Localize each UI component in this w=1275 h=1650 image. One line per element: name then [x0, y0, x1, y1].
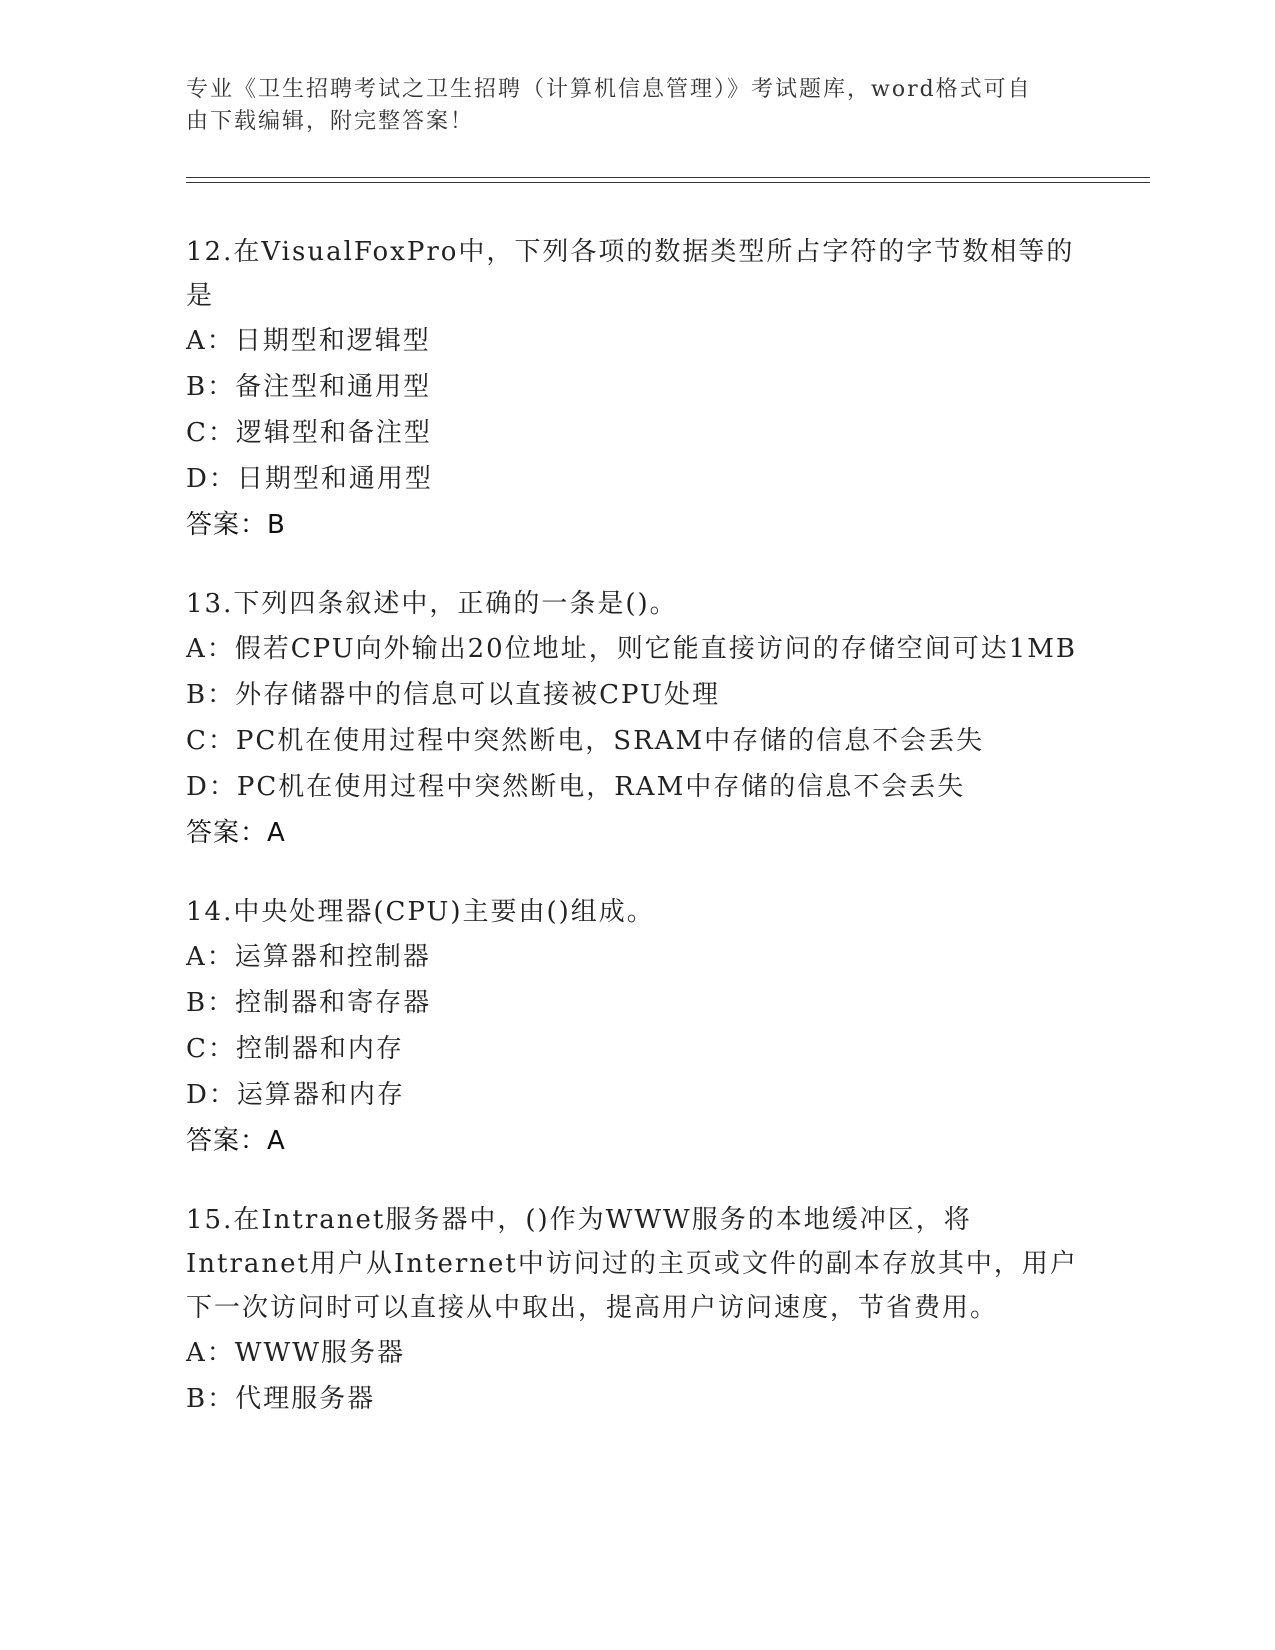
question-12 — [186, 230, 1086, 548]
option-c: C：逻辑型和备注型 — [186, 418, 432, 448]
document-header — [186, 74, 1066, 138]
option-b: B：控制器和寄存器 — [186, 988, 432, 1018]
question-13 — [186, 582, 1086, 856]
question-text: 13.下列四条叙述中，正确的一条是()。 — [186, 589, 678, 619]
question-15 — [186, 1198, 1086, 1422]
header-divider-top — [186, 177, 1150, 178]
header-divider-bottom — [186, 182, 1150, 183]
option-b: B：备注型和通用型 — [186, 372, 432, 402]
answer-line: 答案：A — [186, 818, 286, 848]
option-d: D：PC机在使用过程中突然断电，RAM中存储的信息不会丢失 — [186, 772, 966, 802]
option-a: A：假若CPU向外输出20位地址，则它能直接访问的存储空间可达1MB — [186, 634, 1077, 664]
question-text: 15.在Intranet服务器中，()作为WWW服务的本地缓冲区，将Intranet用户从Internet中访问过的主页或文件的副本存放其中，用户下一次访问时可以直接从中取出，提高用户访问速度，节省费用。 — [186, 1205, 1078, 1323]
option-c: C：PC机在使用过程中突然断电，SRAM中存储的信息不会丢失 — [186, 726, 985, 756]
answer-line: 答案：A — [186, 1126, 286, 1156]
option-a: A：日期型和逻辑型 — [186, 326, 431, 356]
option-d: D：日期型和通用型 — [186, 464, 433, 494]
option-a: A：WWW服务器 — [186, 1338, 405, 1368]
header-line-1: 专业《卫生招聘考试之卫生招聘（计算机信息管理）》考试题库，word格式可自 — [186, 77, 1032, 102]
question-text: 12.在VisualFoxPro中，下列各项的数据类型所占字符的字节数相等的是 — [186, 237, 1075, 311]
header-line-2: 由下载编辑，附完整答案！ — [186, 109, 475, 134]
option-a: A：运算器和控制器 — [186, 942, 431, 972]
option-d: D：运算器和内存 — [186, 1080, 405, 1110]
option-b: B：外存储器中的信息可以直接被CPU处理 — [186, 680, 720, 710]
answer-line: 答案：B — [186, 510, 286, 540]
question-list — [186, 230, 1086, 1456]
question-14 — [186, 890, 1086, 1164]
option-c: C：控制器和内存 — [186, 1034, 404, 1064]
option-b: B：代理服务器 — [186, 1384, 376, 1414]
question-text: 14.中央处理器(CPU)主要由()组成。 — [186, 897, 655, 927]
